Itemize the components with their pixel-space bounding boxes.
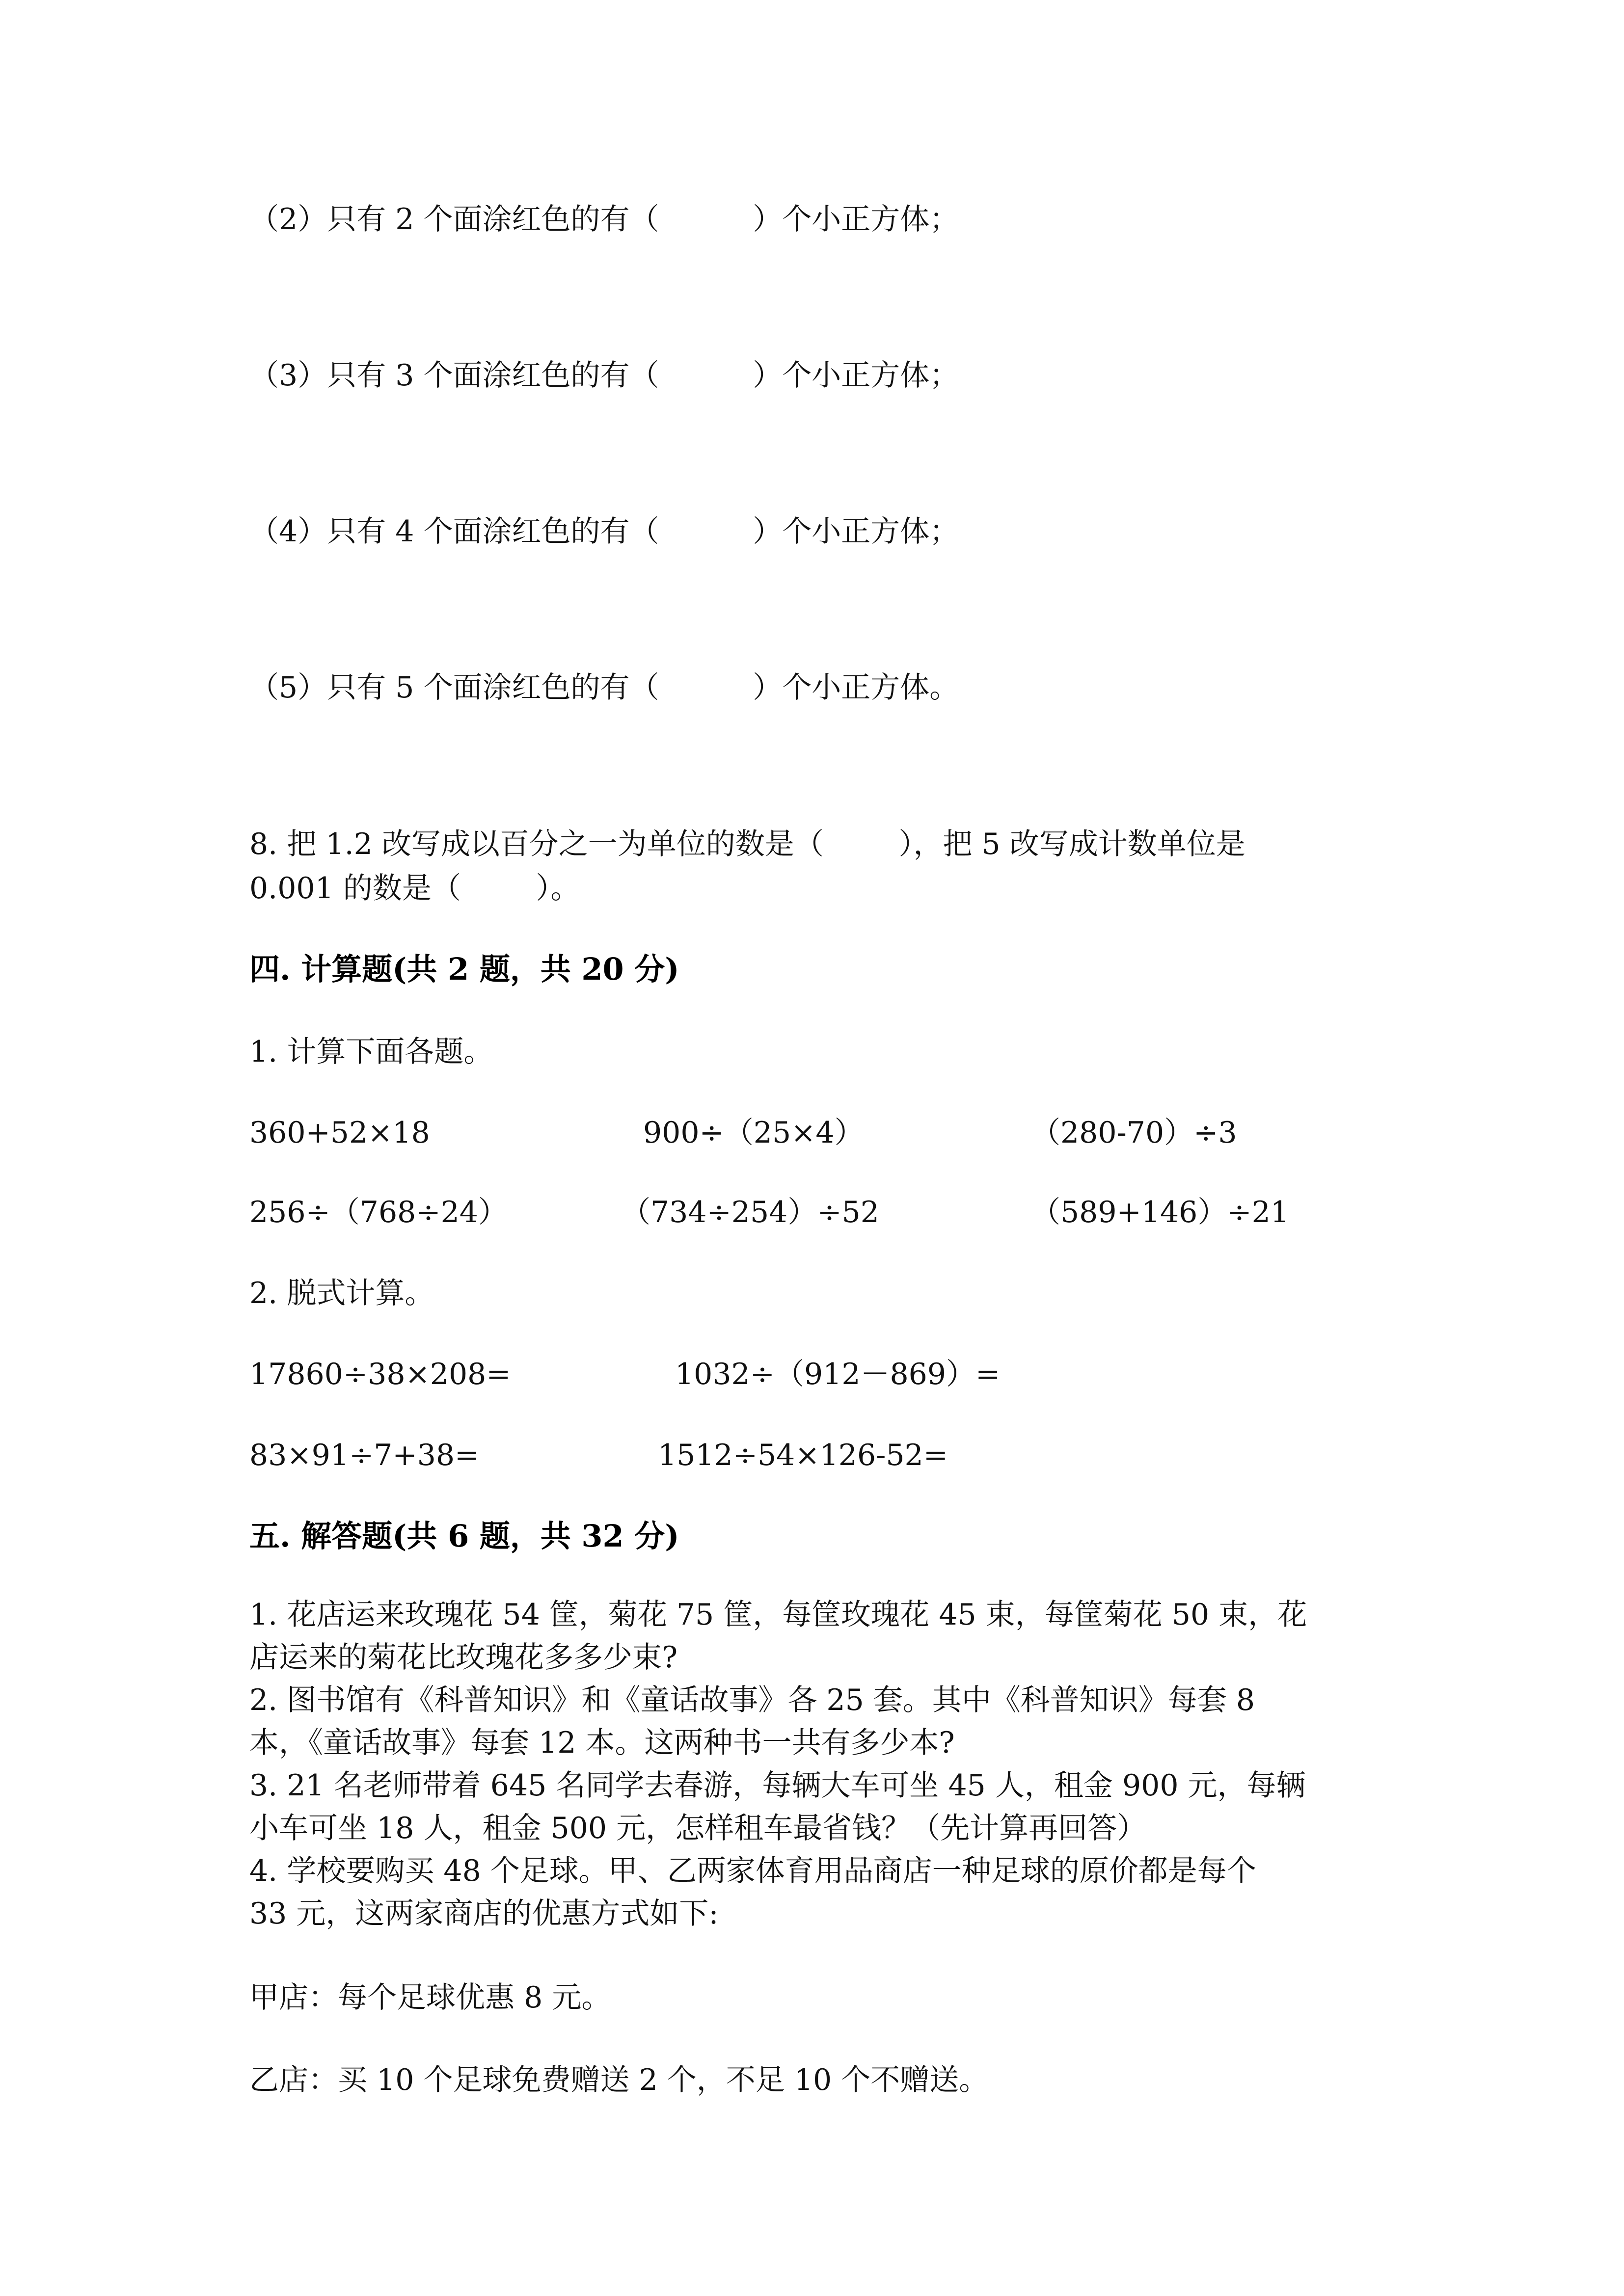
answer-question-line: 4. 学校要购买 48 个足球。甲、乙两家体育用品商店一种足球的原价都是每个 [249, 1854, 1256, 1888]
answer-question-line: 3. 21 名老师带着 645 名同学去春游，每辆大车可坐 45 人，租金 900 元，每辆 [249, 1768, 1306, 1803]
calc-item: 900÷（25×4） [643, 1116, 864, 1150]
answer-question-line: 店运来的菊花比玫瑰花多多少束? [249, 1640, 678, 1675]
answer-question-line: 本，《童话故事》每套 12 本。这两种书一共有多少本? [249, 1726, 955, 1760]
calc-item: 83×91÷7+38= [249, 1438, 480, 1472]
calc-question-1-label: 1. 计算下面各题。 [249, 1035, 493, 1069]
calc-item: 17860÷38×208= [249, 1357, 511, 1391]
shop-b-offer: 乙店：买 10 个足球免费赠送 2 个，不足 10 个不赠送。 [249, 2063, 989, 2097]
calc-question-2-label: 2. 脱式计算。 [249, 1276, 434, 1310]
sub-question-2: （2）只有 2 个面涂红色的有（ ）个小正方体； [249, 202, 959, 237]
calc-item: 1512÷54×126-52= [658, 1438, 948, 1472]
calc-item: （589+146）÷21 [1031, 1195, 1289, 1229]
answer-question-line: 1. 花店运来玫瑰花 54 筐，菊花 75 筐，每筐玫瑰花 45 束，每筐菊花 50 束，花 [249, 1598, 1307, 1632]
section-5-title: 五. 解答题(共 6 题，共 32 分) [249, 1518, 679, 1554]
calc-item: （280-70）÷3 [1031, 1116, 1237, 1150]
sub-question-5: （5）只有 5 个面涂红色的有（ ）个小正方体。 [249, 670, 959, 705]
answer-question-line: 33 元，这两家商店的优惠方式如下: [249, 1896, 719, 1931]
sub-question-4: （4）只有 4 个面涂红色的有（ ）个小正方体； [249, 514, 959, 549]
question-8-line-1: 8. 把 1.2 改写成以百分之一为单位的数是（ ），把 5 改写成计数单位是 [249, 827, 1245, 861]
sub-question-3: （3）只有 3 个面涂红色的有（ ）个小正方体； [249, 358, 959, 393]
section-4-title: 四. 计算题(共 2 题，共 20 分) [249, 951, 679, 987]
calc-item: 360+52×18 [249, 1116, 430, 1150]
shop-a-offer: 甲店：每个足球优惠 8 元。 [249, 1980, 611, 2015]
calc-item: 256÷（768÷24） [249, 1195, 508, 1229]
calc-item: （734÷254）÷52 [621, 1195, 879, 1229]
question-8-line-2: 0.001 的数是（ ）。 [249, 871, 580, 906]
answer-question-line: 2. 图书馆有《科普知识》和《童话故事》各 25 套。其中《科普知识》每套 8 [249, 1683, 1255, 1717]
answer-question-line: 小车可坐 18 人，租金 500 元，怎样租车最省钱？（先计算再回答） [249, 1811, 1147, 1845]
calc-item: 1032÷（912－869）= [675, 1357, 1001, 1391]
